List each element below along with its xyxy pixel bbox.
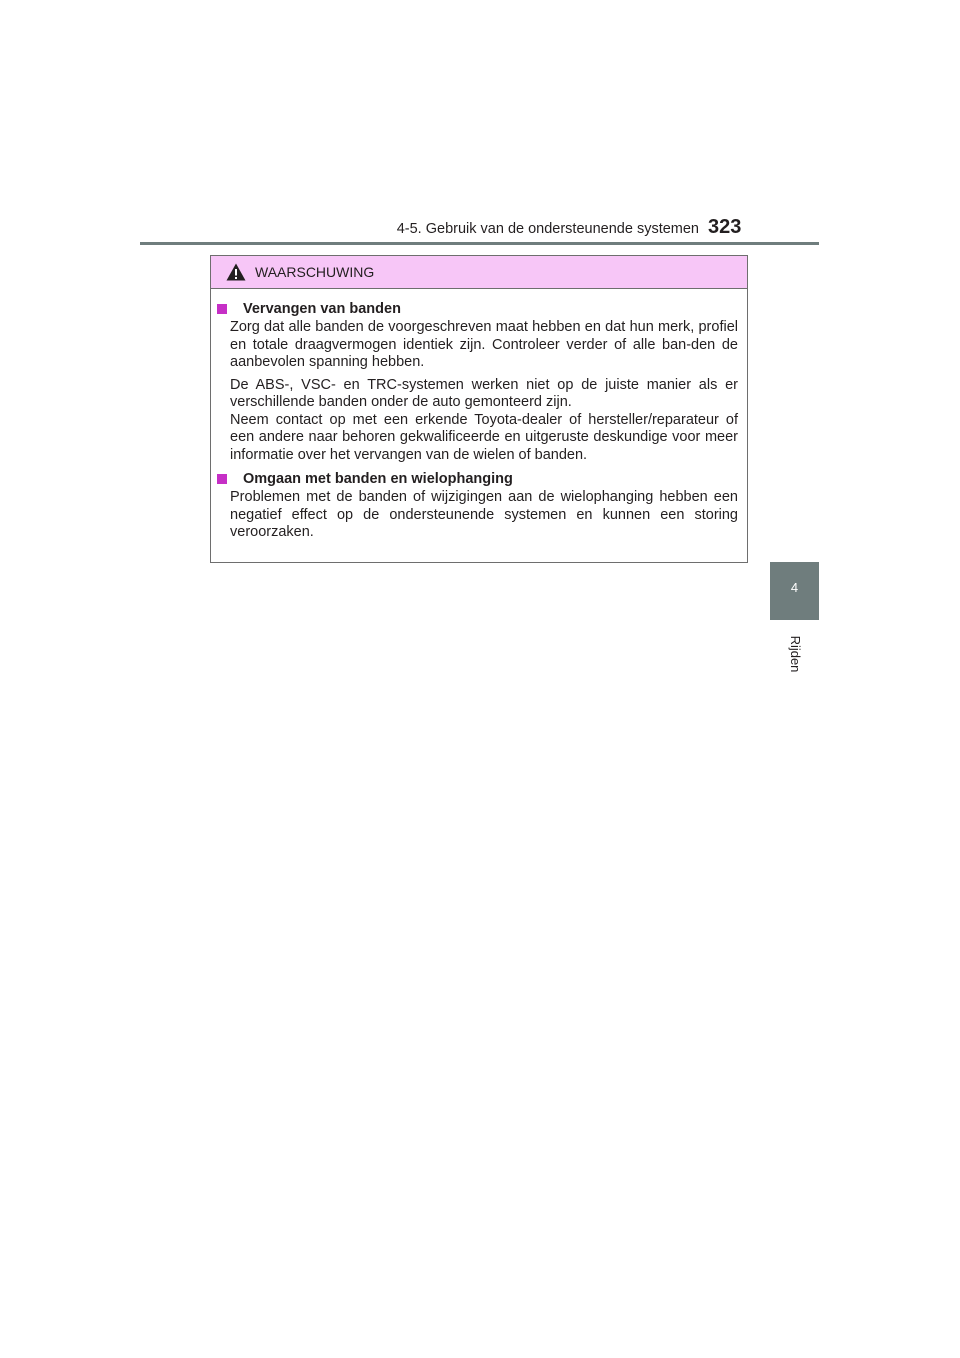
warning-title: WAARSCHUWING — [255, 264, 375, 280]
header-divider — [140, 242, 819, 245]
warning-box — [210, 255, 748, 563]
section-heading-text: Omgaan met banden en wielophanging — [243, 471, 513, 487]
warning-triangle-icon — [226, 263, 246, 281]
paragraph: Problemen met de banden of wijzigingen aan de wielophanging hebben een negatief effect op de ondersteunende systemen en kunnen een storing veroorzaken. — [230, 489, 738, 540]
warning-body — [211, 300, 747, 542]
section-heading — [211, 300, 747, 318]
square-bullet-icon — [217, 304, 227, 314]
paragraph: De ABS-, VSC- en TRC-systemen werken niet op de juiste manier als er verschillende banden onder de auto gemonteerd zijn. — [230, 376, 738, 410]
page-number: 323 — [708, 216, 742, 238]
square-bullet-icon — [217, 474, 227, 484]
chapter-label — [787, 632, 803, 676]
chapter-tab[interactable] — [770, 562, 819, 620]
section-heading-text: Vervangen van banden — [243, 301, 401, 317]
chapter-number: 4 — [790, 580, 799, 595]
section-heading — [211, 470, 747, 488]
chapter-label-text: Rijden — [788, 635, 803, 673]
warning-header — [211, 256, 747, 289]
paragraph: Zorg dat alle banden de voorgeschreven maat hebben en dat hun merk, profiel en totale draagvermogen identiek zijn. Controleer verder of alle ban-den de aanbevolen spanning hebben. — [230, 319, 738, 370]
paragraph: Neem contact op met een erkende Toyota-dealer of hersteller/reparateur of een andere naar behoren gekwalificeerde en uitgeruste deskundige voor meer informatie over het vervangen van de wielen of banden. — [230, 411, 738, 463]
section-title: 4-5. Gebruik van de ondersteunende systemen — [396, 221, 699, 237]
